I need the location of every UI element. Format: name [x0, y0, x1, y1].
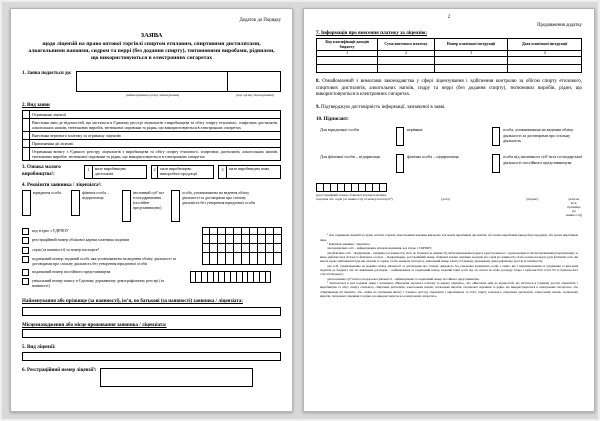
identifier-row	[22, 237, 180, 244]
form-subtitle: щодо ліцензій на право оптової торгівлі спиртом етиловим, спиртовими дистилятами, алкогольними напоями, сидром та перрі (без додання спирту), тютюновими виробами, рідинами, що використовуються в електронних сигаретах	[28, 41, 275, 61]
application-type-checkbox[interactable]	[23, 118, 30, 131]
payment-table	[316, 38, 582, 73]
identifier-label: серія (за наявності) та номер паспорта⁴	[32, 246, 99, 252]
payment-cell[interactable]	[317, 57, 378, 65]
payment-cell[interactable]	[434, 65, 508, 73]
section-9-statement	[316, 105, 582, 112]
appendix-note: Додаток до Порядку	[239, 18, 281, 23]
entity-type-individual	[71, 190, 117, 222]
option-label: мале виробництво дистилятів	[94, 166, 126, 177]
signer-name-caption: (власне ім’я, прізвище (за наявності))	[565, 197, 583, 218]
option-label: мале виробництво пива	[229, 166, 270, 172]
licensing-authority-field	[76, 71, 281, 92]
payment-column-header: Код класифікації доходів бюджету	[317, 39, 378, 51]
footnote: ³ Зазначається в разі подання заяви з позначкою «Внесення чергового платежу за видану ліцензію», або «Внесення змін до відомостей, що містяться в Єдиному реєстрі ліцензіатів з виробництва та обігу спирту етилового, спиртових дистилятів, алкогольних напоїв, тютюнових виробів, тютюнової сировини та рідин, що використовуються в електронних сигаретах», або «Припинення дії ліцензії», або «Заява на отримання витягу з Єдиного реєстру ліцензіатів з виробництва та обігу спирту етилового, спиртових дистилятів, алкогольних напоїв, тютюнових виробів, тютюнової сировини та рідин, що використовуються в електронних сигаретах».	[320, 281, 578, 299]
signer-checkbox[interactable]	[492, 154, 500, 173]
form-page-2	[303, 8, 595, 412]
license-type-input[interactable]	[22, 352, 281, 361]
section-1-fields	[76, 71, 281, 97]
signer-option-entrepreneur	[396, 154, 492, 173]
form-title: ЗАЯВА	[140, 32, 163, 39]
column-number: 4	[508, 51, 582, 57]
footnote: ² Реквізити заявника / ліцензіата:	[327, 242, 371, 247]
footnote: для фізичних осіб – підприємців – прізвище (за наявності), ім’я, по батькові (за наявності), місцезнаходження (адреса зареєстрованого / задекларованого місця проживання (перебування), за якою здійснюється зв’язок із фізичною особою – підприємцем), реєстраційний номер облікової картки платника податків або серія (за наявності) та/або номер паспорта (для фізичних осіб, які мають право здійснювати будь-які платежі за серією та/або номером паспорта), унікальний номер запису в Єдиному державному демографічному реєстрі (за наявності);	[320, 250, 578, 264]
signer-checkbox[interactable]	[492, 127, 500, 146]
identifier-row	[22, 269, 180, 276]
signer-option-foreign-rep	[492, 154, 582, 173]
signature-line	[316, 183, 582, 217]
footnote: ¹ Для отримання ліцензій на право оптової торгівлі алкогольними напоями виключно для малих виробників дистилятів, або малих виробників виноробної продукції, або малих виробників пива.	[320, 233, 578, 242]
application-type-label: Внесення змін до відомостей, що містяться в Єдиному реєстрі ліцензіатів з виробництва та обігу спирту етилового, спиртових дистилятів, алкогольних напоїв, тютюнових виробів, тютюнової сировини та рідин, що використовуються в електронних сигаретах	[30, 118, 281, 131]
option-label: мале виробництво виноробної продукції	[160, 166, 197, 177]
section-8-statement	[316, 79, 582, 99]
identifier-row	[22, 247, 180, 254]
applicant-address-label: Місцезнаходження або місце проживання заявника / ліцензіата:	[22, 322, 167, 328]
identifier-digit-grids	[180, 228, 281, 291]
page-number: 2	[447, 15, 451, 20]
applicant-name-input[interactable]	[22, 307, 281, 316]
application-type-row	[23, 139, 281, 147]
entity-type-options	[22, 190, 281, 222]
section-4-title: 4. Реквізити заявника / ліцензіата²:	[22, 182, 102, 188]
column-number: 1	[317, 51, 378, 57]
section-3	[22, 165, 281, 179]
identifier-label: податковий номер постійного представництва	[32, 268, 111, 274]
signer-option-head	[396, 127, 492, 146]
entity-type-label: фізична особа – підприємець	[82, 189, 110, 200]
entity-type-legal	[22, 190, 66, 222]
footnote: для юридичних осіб – найменування, місцезнаходження, код згідно з ЄДРПОУ;	[327, 246, 432, 251]
signer-option-label: особа, уповноважена на ведення обліку діяльності за договорами про спільну діяльність	[503, 127, 574, 143]
entity-type-checkbox[interactable]	[171, 190, 180, 222]
entity-type-checkbox[interactable]	[71, 190, 80, 216]
identifier-label: унікальний номер запису в Єдиному державному демографічному реєстрі (за наявності)	[32, 278, 164, 289]
application-type-label: Припинення дії ліцензії	[30, 139, 281, 147]
footnote: для іноземних суб’єктів господарської діяльності – найменування та податковий номер постійного представництва.	[327, 276, 480, 281]
signer-checkbox[interactable]	[396, 154, 404, 173]
identifier-checkbox[interactable]	[22, 247, 29, 254]
column-number: 3	[434, 51, 508, 57]
form-page-1	[10, 8, 293, 412]
section-9-text: Підтверджую достовірність інформації, зазначеної в заяві.	[321, 104, 446, 110]
section-6-label: 6. Реєстраційний номер ліцензії³:	[22, 367, 97, 373]
signature-caption: (підпис)	[526, 197, 539, 202]
payment-column-header: Дата платіжної інструкції	[508, 39, 582, 51]
applicant-address-input[interactable]	[22, 329, 281, 338]
payment-entry-row	[317, 57, 582, 65]
application-type-checkbox[interactable]	[23, 110, 30, 118]
entity-type-foreign	[122, 190, 166, 222]
payment-column-header: Номер платіжної інструкції	[434, 39, 508, 51]
signer-for-label: Для юридичної особи	[320, 127, 359, 133]
section-1-label: 1. Заява подається до:	[22, 71, 72, 77]
license-number-input[interactable]	[100, 368, 253, 387]
signer-for-label: Для фізичної особи – підприємця	[320, 154, 380, 160]
section-9-number: 9.	[316, 104, 320, 110]
section-1-captions	[76, 93, 281, 97]
authority-name-input[interactable]	[77, 72, 227, 91]
section-5-label: 5. Вид ліцензії:	[22, 345, 56, 351]
identifier-label: реєстраційний номер облікової картки платника податків	[32, 237, 130, 243]
application-type-label: Отримання ліцензії	[30, 110, 281, 118]
payment-cell[interactable]	[508, 57, 582, 65]
identifier-row	[22, 228, 180, 235]
continuation-note: Продовження додатку	[537, 23, 582, 28]
payment-cell[interactable]	[508, 65, 582, 73]
date-caption: (дата)	[441, 197, 450, 202]
signer-option-joint-accounting	[492, 127, 582, 146]
entity-type-label: іноземний суб’єкт господарювання (постійне представництво)	[133, 189, 164, 210]
identifier-section	[22, 228, 281, 291]
taxpayer-number-caption: (реєстраційний номер облікової картки платника податків або серія (за наявності) та номер паспорта⁴)	[316, 192, 393, 201]
small-production-options	[84, 165, 281, 179]
payment-column-header: Сума внесеного платежу	[378, 39, 434, 51]
payment-entry-row	[317, 65, 582, 73]
option-number: 2	[152, 166, 158, 178]
section-7-title: 7. Інформація про внесення платежу за ліцензію:	[316, 31, 428, 36]
entity-type-checkbox[interactable]	[122, 190, 131, 222]
identifier-label: податковий номер, наданий особі, яка уповноважена на ведення обліку діяльності за договорами про спільну діяльність без утворення юридичної особи	[32, 256, 177, 267]
option-number: 1	[85, 166, 93, 178]
taxpayer-number-block	[316, 183, 398, 201]
application-type-row	[23, 118, 281, 131]
payment-table-header-row	[317, 39, 582, 51]
application-type-checkbox[interactable]	[23, 148, 30, 161]
entity-type-label: юридична особа	[33, 189, 61, 195]
column-number: 2	[378, 51, 434, 57]
application-type-checkbox[interactable]	[23, 131, 30, 139]
identifier-checkbox[interactable]	[22, 228, 29, 235]
footnotes	[316, 233, 582, 298]
identifier-label: код згідно з ЄДРПОУ	[32, 227, 69, 233]
signer-checkbox[interactable]	[396, 127, 404, 146]
small-production-option-3[interactable]	[218, 165, 281, 179]
authority-code-caption: (код органу ліцензування)	[236, 93, 274, 98]
section-6	[22, 368, 281, 387]
payment-cell[interactable]	[378, 57, 434, 65]
authority-name-caption: (найменування органу ліцензування)	[125, 93, 180, 98]
application-type-row	[23, 110, 281, 118]
signer-option-label: фізична особа – підприємець	[407, 154, 459, 160]
small-production-option-2[interactable]	[151, 165, 214, 179]
payment-cell[interactable]	[317, 65, 378, 73]
section-1	[22, 71, 281, 97]
entity-type-checkbox[interactable]	[22, 190, 31, 216]
identifier-checkbox[interactable]	[22, 256, 29, 263]
identifier-row	[22, 278, 180, 288]
signer-option-label: керівник	[407, 127, 423, 133]
unique-record-number-grid[interactable]	[190, 272, 271, 283]
section-3-label: 3. Ознака малого виробництва¹:	[22, 165, 61, 177]
taxpayer-number-grid[interactable]	[316, 183, 386, 191]
identifier-row	[22, 256, 180, 266]
applicant-name-label: Найменування або прізвище (за наявності), ім’я, по батькові (за наявності) заявника / ліцензіата:	[22, 298, 243, 304]
application-type-row	[23, 148, 281, 161]
application-type-label: Отримання витягу з Єдиного реєстру ліцензіатів з виробництва та обігу спирту етилового, спиртових дистилятів, алкогольних напоїв, тютюнових виробів, тютюнової сировини та рідин, що використовуються в електронних сигаретах	[30, 148, 281, 161]
identifier-checkbox[interactable]	[22, 269, 29, 276]
section-2-title: 2. Вид заяви	[22, 102, 50, 108]
application-type-table	[22, 110, 281, 162]
entity-type-label: особа, уповноважена на ведення обліку діяльності за договорами про спільну діяльність без утворення юридичної особи	[182, 189, 255, 205]
section-10-title: 10. Підписант:	[316, 117, 349, 123]
identifier-checkbox[interactable]	[22, 237, 29, 244]
signer-option-label: особа від іноземного суб’єкта господарської діяльності постійного представництва	[503, 154, 582, 165]
option-number: 3	[219, 166, 227, 178]
section-8-number: 8.	[316, 79, 320, 85]
identifier-digit-grid[interactable]	[202, 228, 281, 265]
application-type-row	[23, 131, 281, 139]
signer-options	[316, 127, 582, 173]
footnote: для осіб, уповноважених на ведення обліку діяльності за договорами про спільну діяльність без утворення юридичної особи, і таких, які є відповідальними за утримання та внесення податків до бюджету під час виконання договорів, – найменування та податковий номер, наданий такій особі під час взяття на облік договору згідно з пунктом 63.6 статті 63 та пунктом 64.5 статті 64 Кодексу;	[320, 263, 578, 277]
authority-code-input[interactable]	[227, 72, 280, 91]
payment-cell[interactable]	[378, 65, 434, 73]
entity-type-joint-activity	[171, 190, 259, 222]
application-type-checkbox[interactable]	[23, 139, 30, 147]
section-8-text: Ознайомлений з вимогами законодавства у сфері ліцензування і здійснення контролю за обігом спирту етилового, спиртових дистилятів, алкогольних напоїв, сидру та перрі (без додання спирту), тютюнових виробів, рідин, що використовуються в електронних сигаретах.	[316, 79, 582, 98]
identifier-options	[22, 228, 180, 291]
small-production-option-1[interactable]	[84, 165, 147, 179]
identifier-checkbox[interactable]	[22, 278, 29, 285]
application-type-label: Внесення чергового платежу за отриману ліцензію	[30, 131, 281, 139]
payment-cell[interactable]	[434, 57, 508, 65]
